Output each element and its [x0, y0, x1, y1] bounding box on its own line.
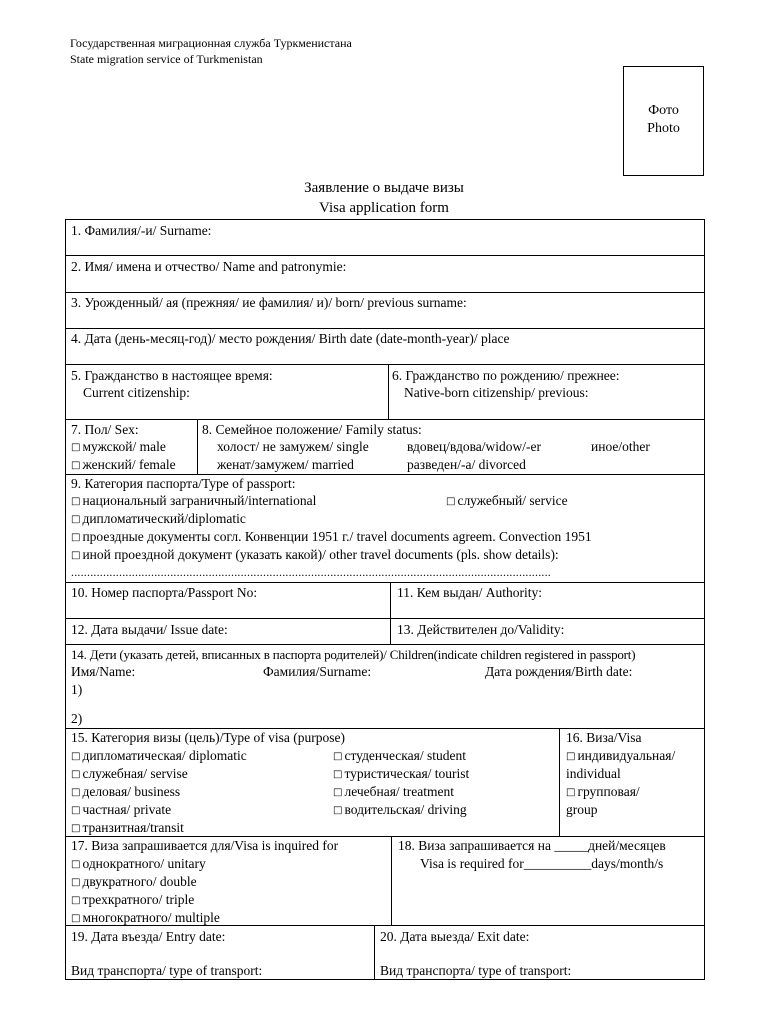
field-issue-date[interactable]: 12. Дата выдачи/ Issue date:	[71, 622, 228, 637]
photo-box[interactable]	[623, 66, 704, 176]
checkbox-icon[interactable]: □	[71, 769, 81, 780]
form-title-ru: Заявление о выдаче визы	[304, 180, 464, 196]
field-passport-details-line[interactable]: ......................................................................................................................................................	[71, 565, 551, 579]
checkbox-passport-diplomatic[interactable]	[71, 510, 246, 529]
checkbox-visa-treatment[interactable]	[333, 783, 454, 802]
field-current-citizenship[interactable]: 5. Гражданство в настоящее время:	[71, 368, 273, 383]
field-entry-transport[interactable]: Вид транспорта/ type of transport:	[71, 963, 263, 978]
checkbox-label: трехкратного/ triple	[82, 892, 195, 907]
children-surname-header: Фамилия/Surname:	[263, 664, 372, 679]
child-row-2[interactable]: 2)	[71, 711, 83, 726]
divider	[65, 644, 705, 645]
checkbox-icon[interactable]: □	[71, 895, 81, 906]
checkbox-label: многократного/ multiple	[82, 910, 220, 925]
checkbox-passport-other[interactable]	[71, 546, 559, 565]
divider	[374, 925, 375, 980]
field-native-citizenship-en: Native-born citizenship/ previous:	[404, 385, 589, 400]
checkbox-icon[interactable]: □	[71, 877, 81, 888]
checkbox-icon[interactable]: □	[71, 805, 81, 816]
checkbox-label: водительская/ driving	[344, 802, 467, 817]
checkbox-label: лечебная/ treatment	[344, 784, 455, 799]
field-visa-entries-label: 17. Виза запрашивается для/Visa is inquired for	[71, 838, 339, 853]
divider	[391, 836, 392, 925]
checkbox-icon[interactable]: □	[333, 751, 343, 762]
checkbox-female[interactable]	[71, 456, 176, 475]
checkbox-label: служебный/ service	[457, 493, 568, 508]
checkbox-icon[interactable]: □	[71, 787, 81, 798]
field-validity[interactable]: 13. Действителен до/Validity:	[397, 622, 565, 637]
divider	[65, 292, 705, 293]
checkbox-passport-travel[interactable]	[71, 528, 592, 547]
checkbox-label: студенческая/ student	[344, 748, 466, 763]
checkbox-female-label: женский/ female	[82, 457, 176, 472]
divider	[390, 582, 391, 644]
field-surname[interactable]: 1. Фамилия/-и/ Surname:	[71, 223, 212, 238]
field-passport-number[interactable]: 10. Номер паспорта/Passport No:	[71, 585, 258, 600]
checkbox-label: однократного/ unitary	[82, 856, 206, 871]
checkbox-label: туристическая/ tourist	[344, 766, 470, 781]
checkbox-visa-business[interactable]	[71, 783, 180, 802]
checkbox-visa-diplomatic[interactable]	[71, 747, 247, 766]
divider	[559, 728, 560, 836]
divider	[65, 364, 705, 365]
divider	[65, 582, 705, 583]
divider	[65, 328, 705, 329]
checkbox-visa-group[interactable]	[566, 783, 640, 802]
checkbox-visa-student[interactable]	[333, 747, 466, 766]
divider	[65, 255, 705, 256]
application-form	[65, 219, 705, 980]
checkbox-label: дипломатическая/ diplomatic	[82, 748, 247, 763]
field-family-status-label: 8. Семейное положение/ Family status:	[202, 422, 422, 437]
children-birthdate-header: Дата рождения/Birth date:	[485, 664, 633, 679]
checkbox-icon[interactable]: □	[71, 442, 81, 453]
checkbox-visa-service[interactable]	[71, 765, 188, 784]
checkbox-entries-multiple[interactable]	[71, 909, 220, 928]
checkbox-icon[interactable]: □	[71, 550, 81, 561]
option-widow[interactable]: вдовец/вдова/widow/-er	[407, 439, 541, 454]
checkbox-visa-individual[interactable]	[566, 747, 675, 766]
checkbox-visa-private[interactable]	[71, 801, 171, 820]
field-visa-kind-label: 16. Виза/Visa	[566, 730, 642, 745]
checkbox-icon[interactable]: □	[71, 913, 81, 924]
checkbox-icon[interactable]: □	[71, 514, 81, 525]
photo-label-ru: Фото	[648, 103, 679, 118]
checkbox-passport-international[interactable]	[71, 492, 316, 511]
checkbox-label: деловая/ business	[82, 784, 181, 799]
field-current-citizenship-en: Current citizenship:	[83, 385, 190, 400]
checkbox-label: служебная/ servise	[82, 766, 188, 781]
checkbox-icon[interactable]: □	[71, 823, 81, 834]
field-previous-surname[interactable]: 3. Урожденный/ ая (прежняя/ ие фамилия/ и)/ born/ previous surname:	[71, 295, 467, 310]
checkbox-label: индивидуальная/	[577, 748, 676, 763]
checkbox-visa-driving[interactable]	[333, 801, 467, 820]
field-exit-transport[interactable]: Вид транспорта/ type of transport:	[380, 963, 572, 978]
checkbox-entries-triple[interactable]	[71, 891, 194, 910]
checkbox-icon[interactable]: □	[71, 496, 81, 507]
option-single[interactable]: холост/ не замужем/ single	[217, 439, 369, 454]
checkbox-icon[interactable]: □	[71, 460, 81, 471]
divider	[388, 364, 389, 419]
child-row-1[interactable]: 1)	[71, 682, 83, 697]
checkbox-label: дипломатический/diplomatic	[82, 511, 246, 526]
checkbox-icon[interactable]: □	[566, 787, 576, 798]
checkbox-icon[interactable]: □	[71, 859, 81, 870]
field-authority[interactable]: 11. Кем выдан/ Authority:	[397, 585, 543, 600]
checkbox-label: национальный заграничный/international	[82, 493, 317, 508]
checkbox-label: групповая/	[577, 784, 640, 799]
checkbox-label: двукратного/ double	[82, 874, 197, 889]
field-visa-type-label: 15. Категория визы (цель)/Type of visa (purpose)	[71, 730, 345, 745]
option-other[interactable]: иное/other	[591, 439, 650, 454]
divider	[197, 419, 198, 474]
option-divorced[interactable]: разведен/-а/ divorced	[407, 457, 526, 472]
form-title-en: Visa application form	[319, 200, 449, 216]
checkbox-icon[interactable]: □	[333, 787, 343, 798]
field-children-label: 14. Дети (указать детей, вписанных в паспорта родителей)/ Children(indicate children registered in passport)	[71, 647, 636, 662]
checkbox-icon[interactable]: □	[333, 805, 343, 816]
checkbox-icon[interactable]: □	[71, 751, 81, 762]
field-exit-date[interactable]: 20. Дата выезда/ Exit date:	[380, 929, 530, 944]
checkbox-entries-unitary[interactable]	[71, 855, 206, 874]
divider	[65, 618, 705, 619]
checkbox-entries-double[interactable]	[71, 873, 197, 892]
checkbox-passport-service[interactable]	[446, 492, 568, 511]
org-name-ru: Государственная миграционная служба Туркменистана	[70, 36, 352, 50]
checkbox-icon[interactable]: □	[71, 532, 81, 543]
field-visa-duration[interactable]: 18. Виза запрашивается на _____дней/месяцев	[398, 838, 666, 853]
visa-group-en: group	[566, 802, 598, 817]
checkbox-icon[interactable]: □	[333, 769, 343, 780]
field-sex-label: 7. Пол/ Sex:	[71, 422, 139, 437]
checkbox-icon[interactable]: □	[566, 751, 576, 762]
field-entry-date[interactable]: 19. Дата въезда/ Entry date:	[71, 929, 226, 944]
field-birth-date-place[interactable]: 4. Дата (день-месяц-год)/ место рождения/ Birth date (date-month-year)/ place	[71, 331, 510, 346]
divider	[65, 419, 705, 420]
checkbox-icon[interactable]: □	[446, 496, 456, 507]
checkbox-visa-tourist[interactable]	[333, 765, 469, 784]
field-native-citizenship[interactable]: 6. Гражданство по рождению/ прежнее:	[392, 368, 620, 383]
field-visa-duration-en[interactable]: Visa is required for__________days/month/s	[420, 856, 664, 871]
children-name-header: Имя/Name:	[71, 664, 136, 679]
option-married[interactable]: женат/замужем/ married	[217, 457, 354, 472]
checkbox-male[interactable]	[71, 438, 166, 457]
checkbox-label: иной проездной документ (указать какой)/ other travel documents (pls. show details):	[82, 547, 559, 562]
field-name-patronymic[interactable]: 2. Имя/ имена и отчество/ Name and patronymie:	[71, 259, 347, 274]
photo-label-en: Photo	[647, 121, 680, 136]
checkbox-label: транзитная/transit	[82, 820, 184, 835]
checkbox-male-label: мужской/ male	[82, 439, 166, 454]
visa-individual-en: individual	[566, 766, 621, 781]
checkbox-label: проездные документы согл. Конвенции 1951 г./ travel documents agreem. Convection 1951	[82, 529, 592, 544]
checkbox-label: частная/ private	[82, 802, 172, 817]
org-name-en: State migration service of Turkmenistan	[70, 52, 263, 66]
field-passport-type-label: 9. Категория паспорта/Type of passport:	[71, 476, 296, 491]
checkbox-visa-transit[interactable]	[71, 819, 184, 838]
